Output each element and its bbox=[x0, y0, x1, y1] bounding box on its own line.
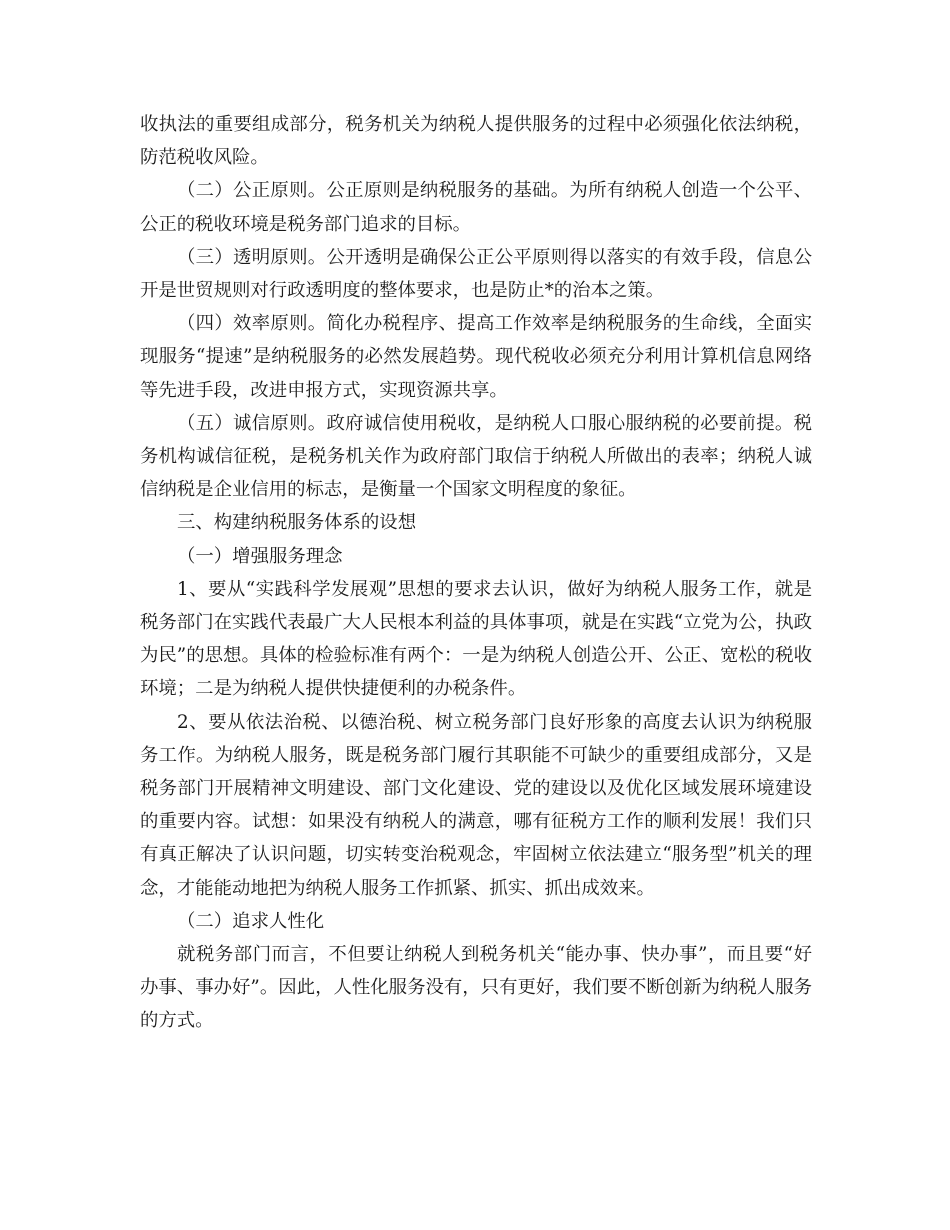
paragraph-fairness-principle: （二）公正原则。公正原则是纳税服务的基础。为所有纳税人创造一个公平、公正的税收环境是税务部门追求的目标。 bbox=[140, 180, 812, 235]
paragraph-integrity-principle: （五）诚信原则。政府诚信使用税收，是纳税人口服心服纳税的必要前提。税务机构诚信征税，是税务机关作为政府部门取信于纳税人所做出的表率；纳税人诚信纳税是企业信用的标志，是衡量一个国家文明程度的象征。 bbox=[140, 412, 812, 501]
paragraph-continuation: 收执法的重要组成部分，税务机关为纳税人提供服务的过程中必须强化依法纳税，防范税收风险。 bbox=[140, 114, 812, 169]
section-heading-3: 三、构建纳税服务体系的设想 bbox=[177, 512, 417, 534]
subsection-heading-2: （二）追求人性化 bbox=[177, 910, 325, 932]
document-body bbox=[140, 108, 812, 1038]
paragraph-item-1: 1、要从“实践科学发展观”思想的要求去认识，做好为纳税人服务工作，就是税务部门在实践代表最广大人民根本利益的具体事项，就是在实践“立党为公，执政为民”的思想。具体的检验标准有两个：一是为纳税人创造公开、公正、宽松的税收环境；二是为纳税人提供快捷便利的办税条件。 bbox=[140, 578, 812, 700]
paragraph-transparency-principle: （三）透明原则。公开透明是确保公正公平原则得以落实的有效手段，信息公开是世贸规则对行政透明度的整体要求，也是防止*的治本之策。 bbox=[140, 246, 812, 302]
paragraph-item-2: 2、要从依法治税、以德治税、树立税务部门良好形象的高度去认识为纳税服务工作。为纳税人服务，既是税务部门履行其职能不可缺少的重要组成部分，又是税务部门开展精神文明建设、部门文化建设、党的建设以及优化区域发展环境建设的重要内容。试想：如果没有纳税人的满意，哪有征税方工作的顺利发展！我们只有真正解决了认识问题，切实转变治税观念，牢固树立依法建立“服务型”机关的理念，才能能动地把为纳税人服务工作抓紧、抓实、抓出成效来。 bbox=[140, 711, 812, 899]
subsection-heading-1: （一）增强服务理念 bbox=[177, 545, 343, 567]
paragraph-efficiency-principle: （四）效率原则。简化办税程序、提高工作效率是纳税服务的生命线，全面实现服务“提速”是纳税服务的必然发展趋势。现代税收必须充分利用计算机信息网络等先进手段，改进申报方式，实现资源共享。 bbox=[140, 313, 812, 401]
paragraph-humanization: 就税务部门而言，不但要让纳税人到税务机关“能办事、快办事”，而且要“好办事、事办好”。因此，人性化服务没有，只有更好，我们要不断创新为纳税人服务的方式。 bbox=[140, 944, 812, 1032]
